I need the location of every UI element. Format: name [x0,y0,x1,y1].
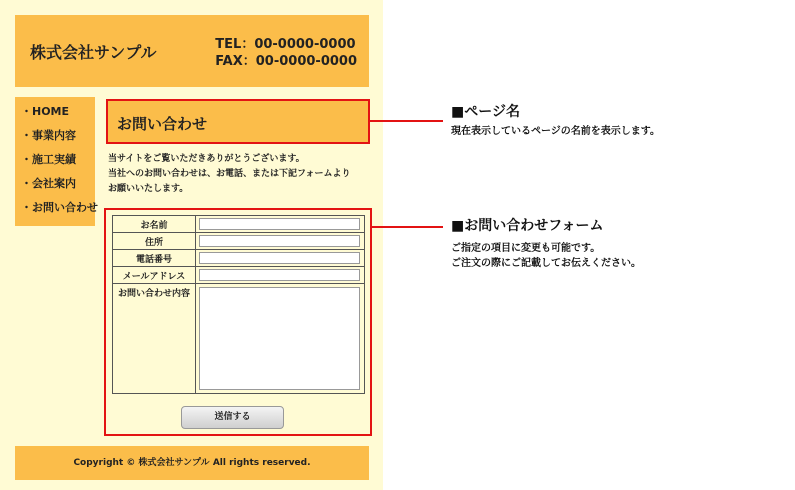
copyright-text: Copyright © 株式会社サンプル All rights reserved. [73,458,311,468]
address-label: 住所 [113,233,196,250]
phone-label: 電話番号 [113,250,196,267]
contact-form [112,215,365,394]
annotation-title-form: ■お問い合わせフォーム [451,218,604,234]
sidebar-item-business[interactable]: ・事業内容 [21,129,76,142]
form-row [113,233,365,250]
sidebar-nav [15,97,98,226]
intro-line: お願いいたします。 [108,184,189,194]
sidebar-item-works[interactable]: ・施工実績 [21,153,76,166]
tel-number: TEL：00-0000-0000 [215,37,356,52]
intro-line: 当社へのお問い合わせは、お電話、または下記フォームより [108,169,351,179]
fax-number: FAX：00-0000-0000 [215,54,357,69]
annotation-title-page-name: ■ページ名 [451,104,520,120]
annotation-line-form [372,226,443,228]
form-row [113,284,365,394]
annotation-desc-line: ご指定の項目に変更も可能です。 [451,243,601,254]
page-mockup [0,0,383,490]
annotation-desc-form [451,241,641,271]
form-row [113,267,365,284]
address-input[interactable] [199,235,360,247]
inquiry-label: お問い合わせ内容 [113,284,196,394]
intro-text [108,152,373,197]
page-title: お問い合わせ [117,115,208,133]
inquiry-textarea[interactable] [199,287,360,390]
company-name[interactable]: 株式会社サンプル [30,43,157,62]
page-title-box [106,99,370,144]
contact-info [215,36,357,70]
submit-button[interactable]: 送信する [181,406,284,429]
sidebar-item-home[interactable]: ・HOME [21,105,70,118]
email-label: メールアドレス [113,267,196,284]
header [15,15,369,87]
annotation-desc-line: 現在表示しているページの名前を表示します。 [451,126,660,137]
intro-line: 当サイトをご覧いただきありがとうございます。 [108,154,305,164]
footer [15,446,369,480]
annotation-line-page-title [370,120,443,122]
annotation-desc-line: ご注文の際にご記載してお伝えください。 [451,258,641,269]
phone-input[interactable] [199,252,360,264]
form-row [113,216,365,233]
email-input[interactable] [199,269,360,281]
annotation-desc-page-name [451,124,660,139]
sidebar-item-company[interactable]: ・会社案内 [21,177,76,190]
name-input[interactable] [199,218,360,230]
contact-form-box [104,208,372,436]
name-label: お名前 [113,216,196,233]
sidebar-item-contact[interactable]: ・お問い合わせ [21,201,98,214]
form-row [113,250,365,267]
